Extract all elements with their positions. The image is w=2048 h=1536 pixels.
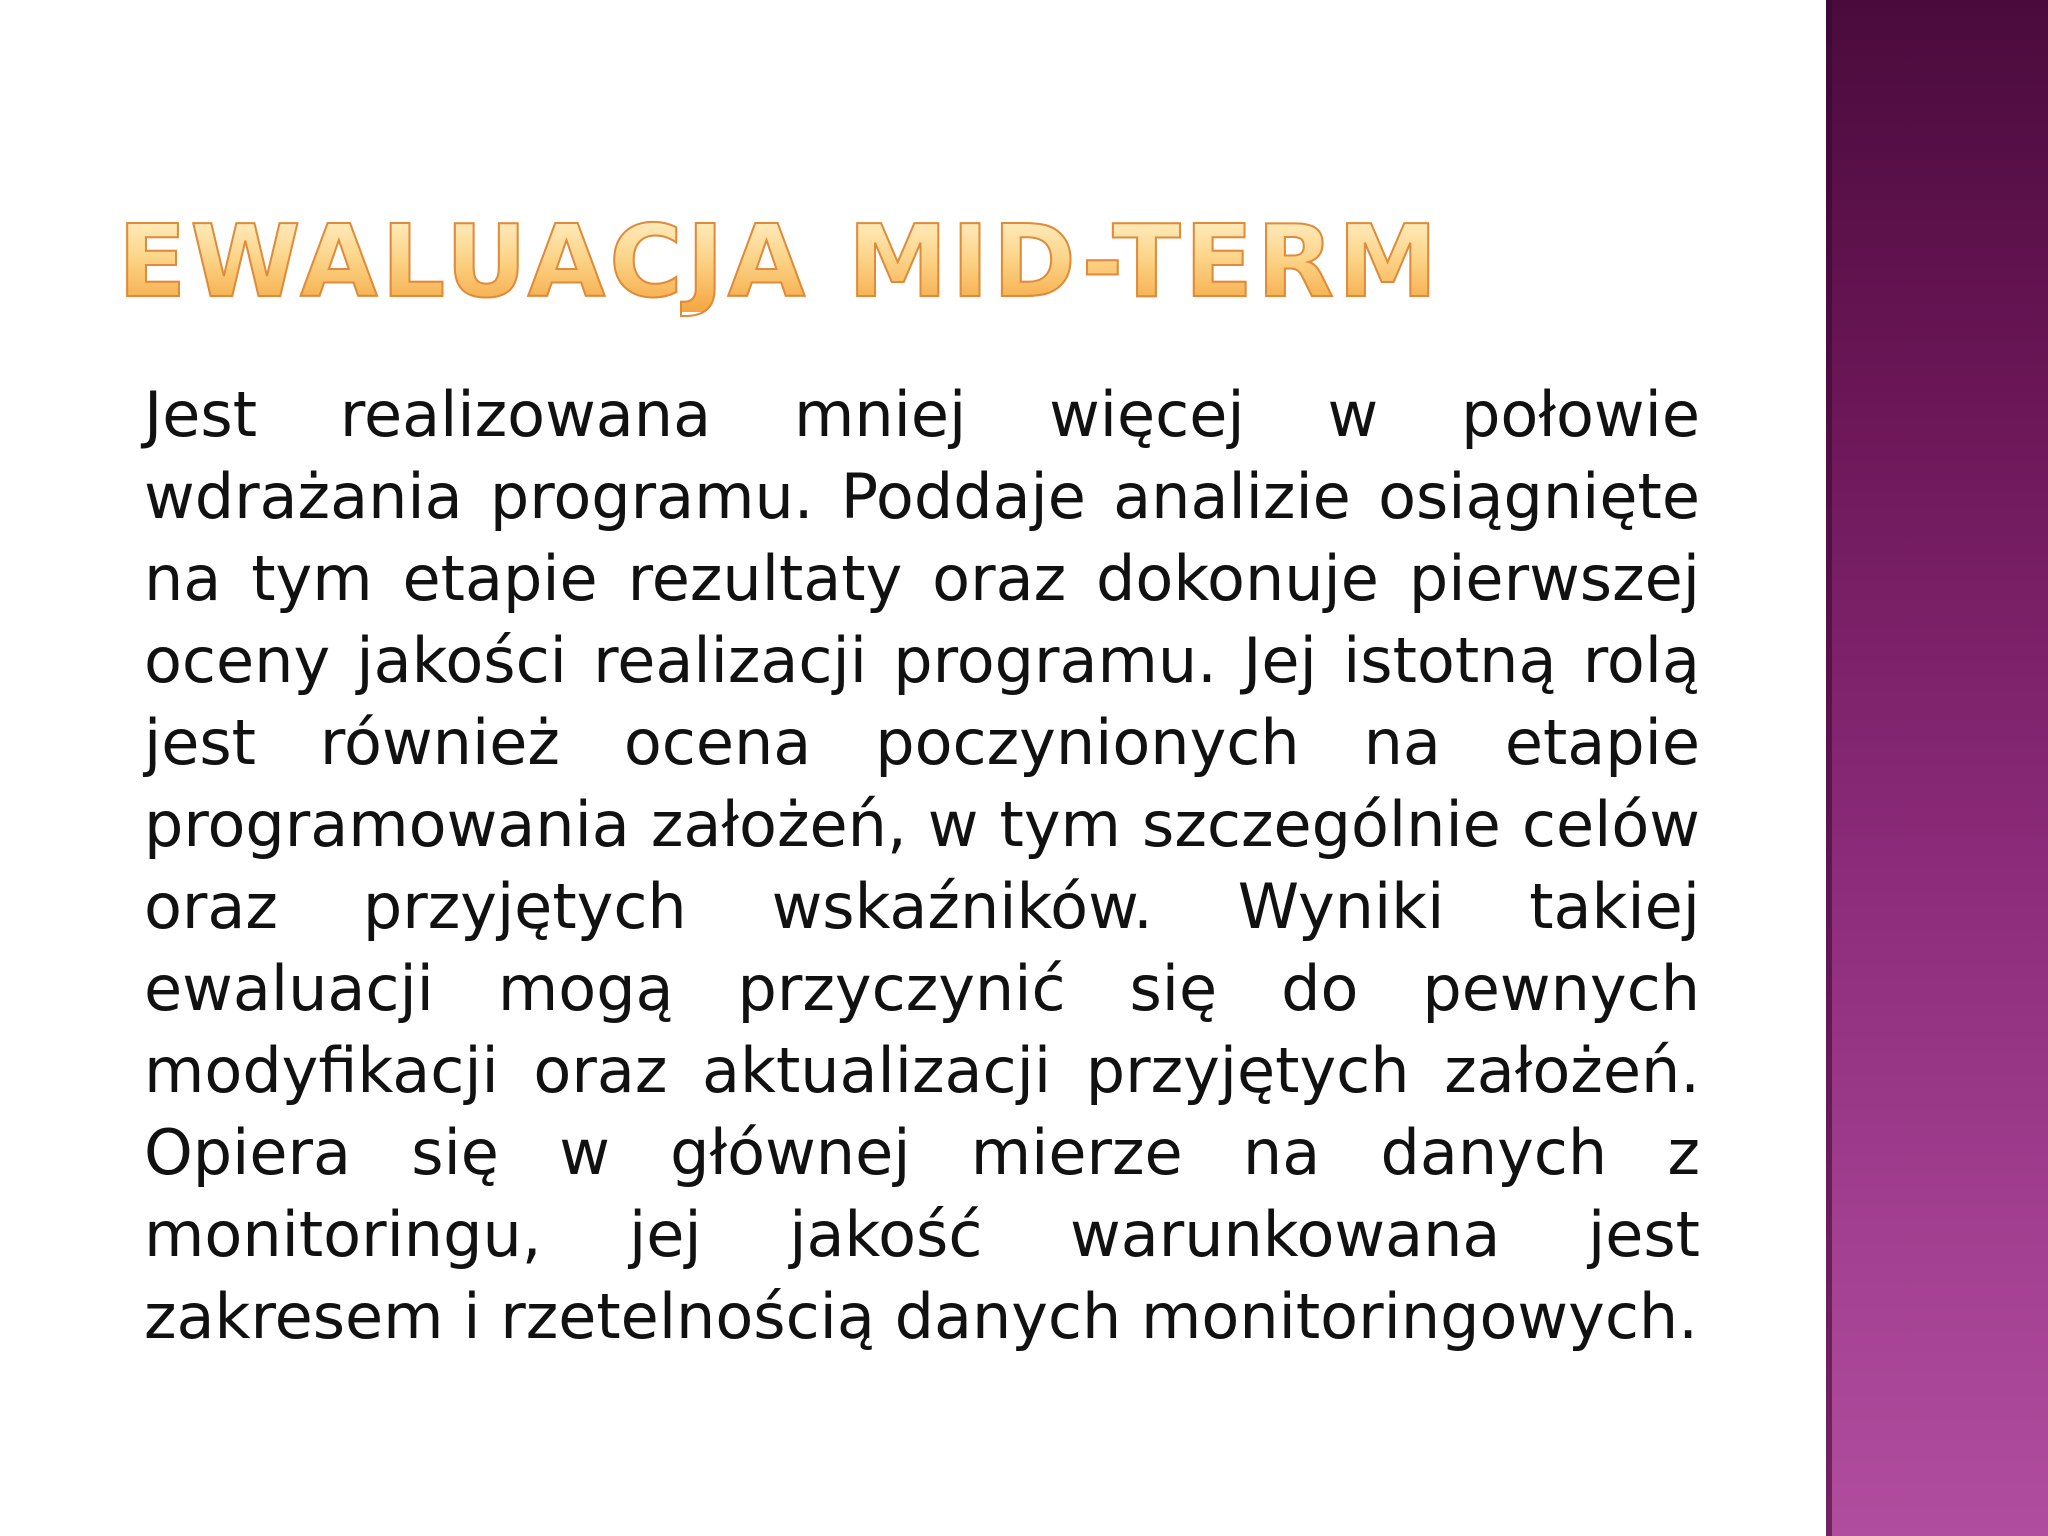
slide-title: EWALUACJA MID-TERM (118, 203, 1442, 320)
side-bar-edge (1826, 0, 1832, 1536)
slide-body-text: Jest realizowana mniej więcej w połowie wdrażania programu. Poddaje analizie osiągnięte na tym etapie rezultaty oraz dokonuje pierwszej oceny jakości realizacji programu. Jej istotną rolą jest również ocena poczynionych na etapie programowania założeń, w tym szczególnie celów oraz przyjętych wskaźników. Wyniki takiej ewaluacji mogą przyczynić się do pewnych modyfikacji oraz aktualizacji przyjętych założeń. Opiera się w głównej mierze na danych z monitoringu, jej jakość warunkowana jest zakresem i rzetelnością danych monitoringowych. (144, 378, 1700, 1353)
decorative-side-bar (1826, 0, 2048, 1536)
